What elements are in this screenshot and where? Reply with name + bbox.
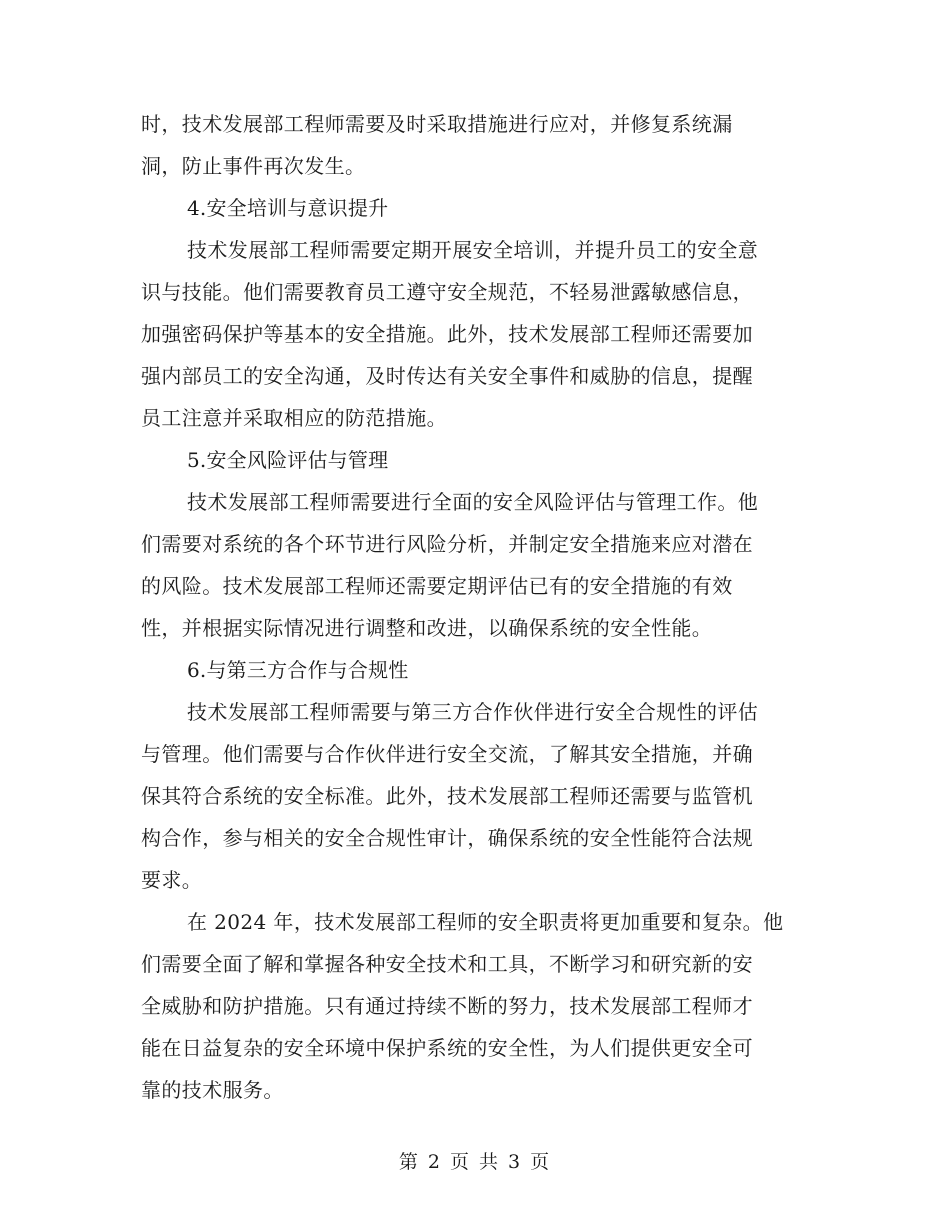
text-line: 全威胁和防护措施。只有通过持续不断的努力，技术发展部工程师才 — [141, 994, 753, 1018]
paragraph-section-4 — [141, 229, 809, 439]
text-line: 构合作，参与相关的安全合规性审计，确保系统的安全性能符合法规 — [141, 826, 753, 850]
text-line: 时，技术发展部工程师需要及时采取措施进行应对，并修复系统漏 — [141, 112, 733, 136]
text-line: 技术发展部工程师需要与第三方合作伙伴进行安全合规性的评估 — [187, 700, 759, 724]
paragraph-section-5 — [141, 481, 809, 649]
text-line: 技术发展部工程师需要进行全面的安全风险评估与管理工作。他 — [187, 490, 759, 514]
text-line: 们需要对系统的各个环节进行风险分析，并制定安全措施来应对潜在 — [141, 532, 753, 556]
text-line: 与管理。他们需要与合作伙伴进行安全交流，了解其安全措施，并确 — [141, 742, 753, 766]
text-line: 能在日益复杂的安全环境中保护系统的安全性，为人们提供更安全可 — [141, 1036, 753, 1060]
section-heading-5 — [141, 439, 809, 481]
page-number-footer: 第 2 页 共 3 页 — [398, 1151, 552, 1173]
heading-text: 4.安全培训与意识提升 — [187, 196, 389, 220]
text-line: 的风险。技术发展部工程师还需要定期评估已有的安全措施的有效 — [141, 574, 733, 598]
text-line: 识与技能。他们需要教育员工遵守安全规范，不轻易泄露敏感信息， — [141, 280, 753, 304]
text-line: 性，并根据实际情况进行调整和改进，以确保系统的安全性能。 — [141, 616, 713, 640]
text-line: 靠的技术服务。 — [141, 1078, 284, 1102]
text-line: 保其符合系统的安全标准。此外，技术发展部工程师还需要与监管机 — [141, 784, 753, 808]
text-line: 员工注意并采取相应的防范措施。 — [141, 406, 447, 430]
section-heading-6 — [141, 649, 809, 691]
text-line: 加强密码保护等基本的安全措施。此外，技术发展部工程师还需要加 — [141, 322, 753, 346]
paragraph-conclusion — [141, 901, 809, 1111]
text-line: 要求。 — [141, 868, 203, 892]
text-line: 强内部员工的安全沟通，及时传达有关安全事件和威胁的信息，提醒 — [141, 364, 753, 388]
text-line: 技术发展部工程师需要定期开展安全培训，并提升员工的安全意 — [187, 238, 759, 262]
paragraph-section-6 — [141, 691, 809, 901]
text-line: 在 2024 年，技术发展部工程师的安全职责将更加重要和复杂。他 — [187, 910, 784, 934]
heading-text: 6.与第三方合作与合规性 — [187, 658, 409, 682]
text-line: 洞，防止事件再次发生。 — [141, 154, 366, 178]
section-heading-4 — [141, 187, 809, 229]
document-body — [141, 103, 809, 1111]
paragraph-continued — [141, 103, 809, 187]
text-line: 们需要全面了解和掌握各种安全技术和工具，不断学习和研究新的安 — [141, 952, 753, 976]
heading-text: 5.安全风险评估与管理 — [187, 448, 389, 472]
